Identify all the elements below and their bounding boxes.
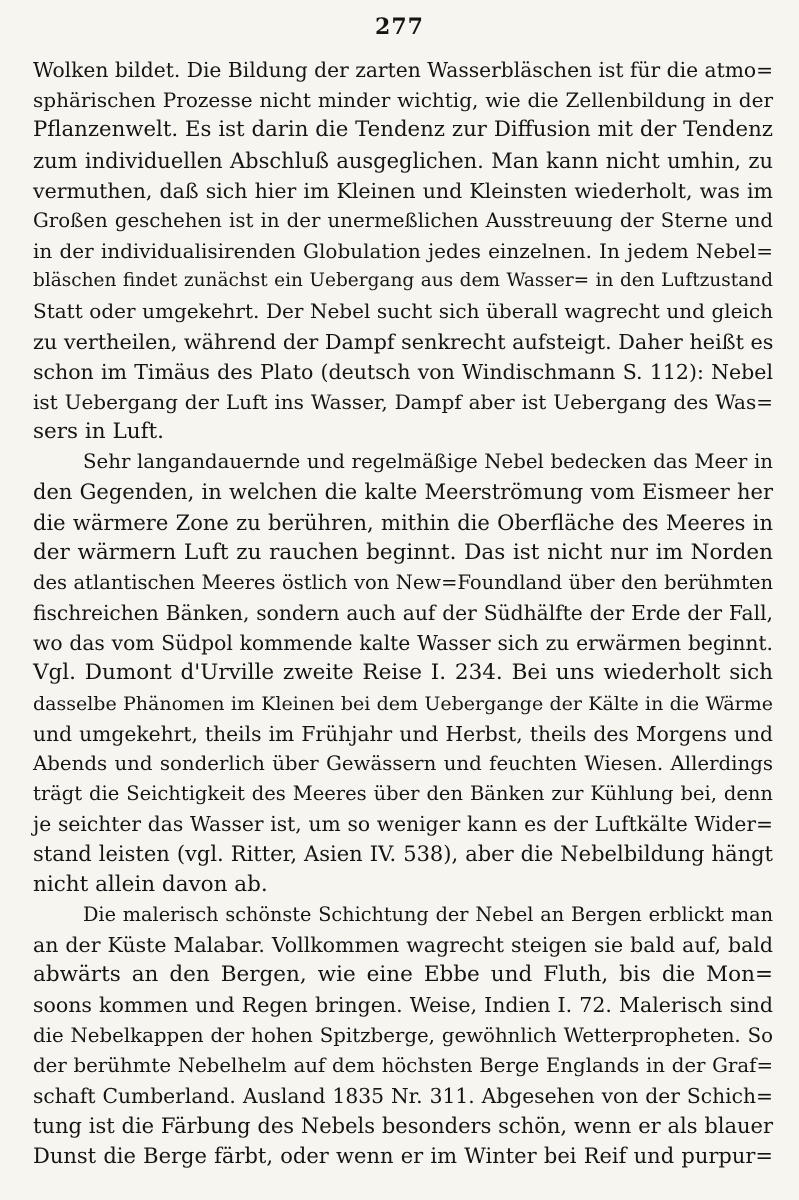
text-line: und umgekehrt, theils im Frühjahr und Herbst, theils des Morgens und — [33, 721, 773, 746]
paragraph — [33, 55, 773, 447]
paragraph — [33, 900, 773, 1172]
text-line: vermuthen, daß sich hier im Kleinen und Kleinsten wiederholt, was im — [33, 178, 773, 203]
text-line: schon im Timäus des Plato (deutsch von Windischmann S. 112): Nebel — [33, 359, 773, 384]
text-line: Abends und sonderlich über Gewässern und feuchten Wiesen. Allerdings — [33, 751, 773, 775]
text-line: soons kommen und Regen bringen. Weise, Indien I. 72. Malerisch sind — [33, 993, 773, 1018]
text-line: nicht allein davon ab. — [33, 871, 268, 897]
text-line: stand leisten (vgl. Ritter, Asien IV. 538), aber die Nebelbildung hängt — [33, 842, 773, 867]
text-line: dasselbe Phänomen im Kleinen bei dem Uebergange der Kälte in die Wärme — [33, 692, 773, 715]
text-line: Pflanzenwelt. Es ist darin die Tendenz zur Diffusion mit der Tendenz — [33, 117, 773, 143]
page-number: 277 — [375, 14, 424, 40]
text-line: tung ist die Färbung des Nebels besonders schön, wenn er als blauer — [33, 1114, 773, 1139]
text-line: die Nebelkappen der hohen Spitzberge, gewöhnlich Wetterpropheten. So — [33, 1023, 773, 1047]
text-line: schaft Cumberland. Ausland 1835 Nr. 311. Abgesehen von der Schich= — [33, 1083, 773, 1108]
text-line: in der individualisirenden Globulation jedes einzelnen. In jedem Nebel= — [33, 239, 773, 264]
text-line: der wärmern Luft zu rauchen beginnt. Das ist nicht nur im Norden — [33, 539, 773, 565]
text-line: ist Uebergang der Luft ins Wasser, Dampf aber ist Uebergang des Was= — [33, 389, 773, 414]
text-line: sers in Luft. — [33, 419, 165, 445]
text-line: zu vertheilen, während der Dampf senkrecht aufsteigt. Daher heißt es — [33, 329, 774, 354]
text-line: Vgl. Dumont d'Urville zweite Reise I. 234. Bei uns wiederholt sich — [33, 660, 773, 686]
text-line: abwärts an den Bergen, wie eine Ebbe und Fluth, bis die Mon= — [33, 962, 773, 988]
text-line: je seichter das Wasser ist, um so weniger kann es der Luftkälte Wider= — [33, 812, 773, 837]
text-line: sphärischen Prozesse nicht minder wichtig, wie die Zellenbildung in der — [33, 88, 773, 113]
text-line: Sehr langandauernde und regelmäßige Nebel bedecken das Meer in — [83, 450, 773, 474]
text-line: zum individuellen Abschluß ausgeglichen. Man kann nicht umhin, zu — [33, 148, 773, 173]
text-line: bläschen findet zunächst ein Uebergang aus dem Wasser= in den Luftzustand — [33, 270, 773, 292]
text-line: Statt oder umgekehrt. Der Nebel sucht sich überall wagrecht und gleich — [33, 299, 773, 324]
text-line: fischreichen Bänken, sondern auch auf der Südhälfte der Erde der Fall, — [33, 601, 773, 626]
text-line: die wärmere Zone zu berühren, mithin die Oberfläche des Meeres in — [33, 510, 773, 535]
text-line: trägt die Seichtigkeit des Meeres über den Bänken zur Kühlung bei, denn — [33, 782, 773, 806]
text-line: Die malerisch schönste Schichtung der Nebel an Bergen erblickt man — [83, 902, 773, 926]
body-text — [33, 55, 773, 1171]
text-line: an der Küste Malabar. Vollkommen wagrecht steigen sie bald auf, bald — [33, 932, 773, 957]
text-line: der berühmte Nebelhelm auf dem höchsten Berge Englands in der Graf= — [33, 1053, 773, 1077]
text-line: den Gegenden, in welchen die kalte Meerströmung vom Eismeer her — [33, 480, 773, 505]
text-line: wo das vom Südpol kommende kalte Wasser sich zu erwärmen beginnt. — [33, 631, 773, 656]
paragraph — [33, 447, 773, 900]
text-line: Dunst die Berge färbt, oder wenn er im Winter bei Reif und purpur= — [33, 1144, 773, 1169]
text-line: Großen geschehen ist in der unermeßlichen Ausstreuung der Sterne und — [33, 208, 773, 232]
text-line: des atlantischen Meeres östlich von New=Foundland über den berühmten — [33, 570, 773, 594]
text-line: Wolken bildet. Die Bildung der zarten Wasserbläschen ist für die atmo= — [33, 58, 774, 82]
